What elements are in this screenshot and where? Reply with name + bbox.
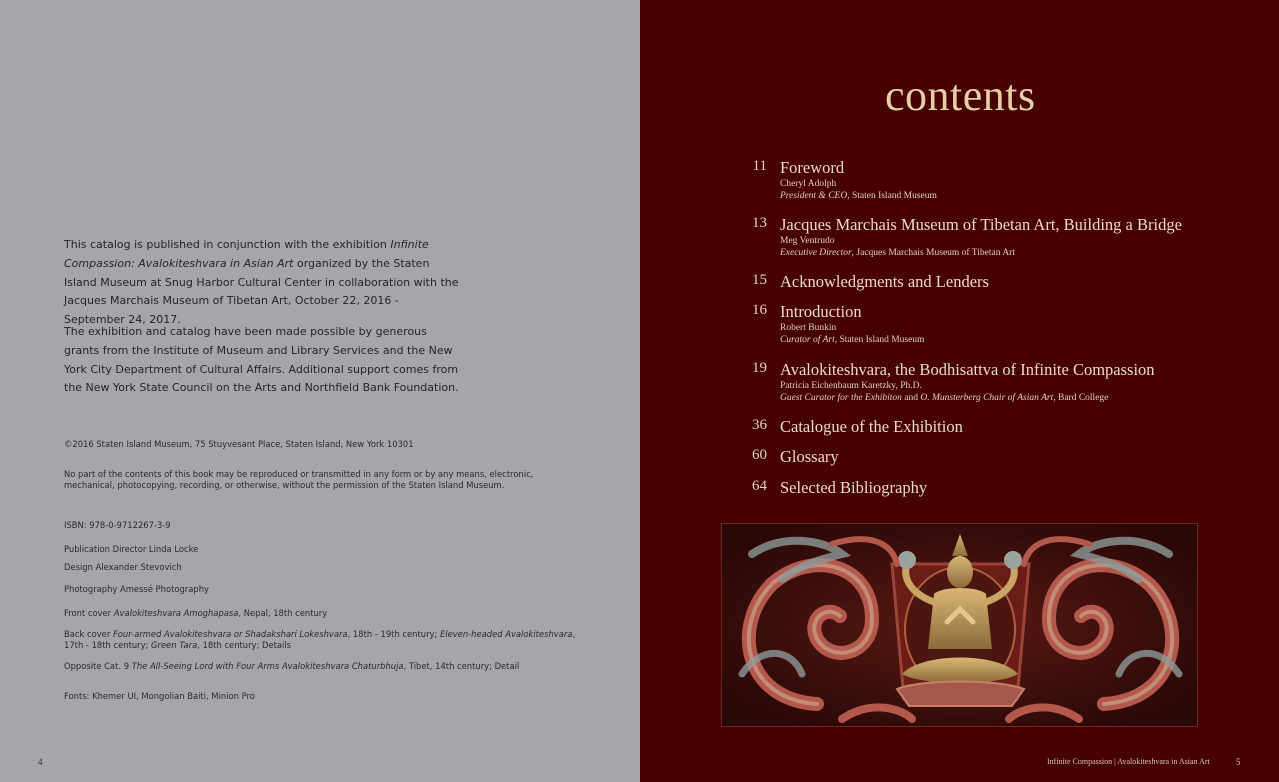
toc-title: Selected Bibliography: [780, 478, 928, 497]
toc-page-number: 15: [752, 272, 767, 288]
back-cover-mid-1: , 18th - 19th century;: [347, 629, 440, 639]
toc-role: [780, 191, 937, 201]
opposite-label: Opposite Cat. 9: [64, 661, 132, 671]
toc-role-title: President & CEO: [780, 191, 848, 201]
toc-title: Jacques Marchais Museum of Tibetan Art, Building a Bridge: [780, 215, 1182, 234]
toc-role-title: Guest Curator for the Exhibiton: [780, 393, 902, 403]
toc-role: [780, 335, 924, 345]
toc-author: Robert Bunkin: [780, 323, 837, 333]
toc-role-org: , Jacques Marchais Museum of Tibetan Art: [851, 248, 1015, 258]
front-cover-rest: , Nepal, 18th century: [238, 608, 328, 618]
opposite-line: [64, 661, 519, 672]
toc-author: Patricia Eichenbaum Karetzky, Ph.D.: [780, 381, 922, 391]
support-paragraph: The exhibition and catalog have been made possible by generous grants from the Institute of Museum and Library Services and the New York City Department of Cultural Affairs. Additional support comes from the New York State Council on the Arts and Northfield Bank Foundation.: [64, 325, 459, 395]
design-line: Design Alexander Stevovich: [64, 562, 182, 572]
toc-title: Avalokiteshvara, the Bodhisattva of Infinite Compassion: [780, 360, 1155, 379]
front-cover-line: [64, 608, 327, 619]
toc-role-title-2: O. Munsterberg Chair of Asian Art: [920, 393, 1054, 403]
back-cover-line-2: [64, 640, 291, 651]
publication-director-line: Publication Director Linda Locke: [64, 544, 199, 554]
toc-role: [780, 393, 1108, 403]
toc-title: Foreword: [780, 158, 845, 177]
back-cover-line-1: [64, 629, 575, 640]
toc-title: Glossary: [780, 447, 839, 466]
toc-title: Introduction: [780, 302, 862, 321]
toc-role-title: Curator of Art: [780, 335, 835, 345]
back-cover-mid-2: ,: [572, 629, 576, 639]
back-cover-title-1: Four-armed Avalokiteshvara or Shadakshari Lokeshvara: [112, 629, 348, 639]
carved-panel-image: [721, 523, 1198, 727]
rights-line-2: mechanical, photocopying, recording, or otherwise, without the permission of the Staten Island Museum.: [64, 480, 505, 490]
back-cover-title-3: Green Tara: [151, 640, 198, 650]
opposite-rest: , Tibet, 14th century; Detail: [403, 661, 520, 671]
front-cover-label: Front cover: [64, 608, 114, 618]
contents-title: contents: [885, 71, 1036, 120]
intro-suffix: organized by the Staten Island Museum at Snug Harbor Cultural Center in collaboration with the Jacques Marchais Museum of Tibetan Art, October 22, 2016 - September 24, 2017.: [64, 256, 459, 327]
intro-prefix: This catalog is published in conjunction with the exhibition: [64, 238, 391, 251]
back-cover-line2-start: 17th - 18th century;: [64, 640, 152, 650]
rights-line-1: No part of the contents of this book may be reproduced or transmitted in any form or by any means, electronic,: [64, 469, 534, 479]
toc-role-org: , Bard College: [1053, 393, 1109, 403]
intro-paragraph: [64, 236, 459, 330]
right-page-number: 5: [1236, 757, 1241, 767]
photography-line: Photography Amessé Photography: [64, 584, 209, 594]
toc-author: Meg Ventrudo: [780, 236, 835, 246]
isbn-line: ISBN: 978-0-9712267-3-9: [64, 520, 171, 530]
toc-role-mid: and: [901, 393, 921, 403]
toc-role-title: Executive Director: [780, 248, 852, 258]
fonts-line: Fonts: Khemer UI, Mongolian Baiti, Minion Pro: [64, 691, 255, 701]
copyright-line: ©2016 Staten Island Museum, 75 Stuyvesant Place, Staten Island, New York 10301: [64, 439, 414, 449]
running-footer: Infinite Compassion | Avalokiteshvara in Asian Art: [1047, 757, 1210, 766]
left-page-number: 4: [38, 757, 43, 767]
toc-page-number: 60: [752, 447, 767, 463]
back-cover-title-2: Eleven-headed Avalokiteshvara: [439, 629, 573, 639]
toc-page-number: 13: [752, 215, 767, 231]
back-cover-line2-end: , 18th century; Details: [197, 640, 292, 650]
toc-page-number: 19: [752, 360, 767, 376]
toc-role: [780, 248, 1015, 258]
toc-title: Acknowledgments and Lenders: [780, 272, 989, 291]
toc-title: Catalogue of the Exhibition: [780, 417, 963, 436]
back-cover-label: Back cover: [64, 629, 113, 639]
toc-role-org: , Staten Island Museum: [847, 191, 937, 201]
exhibition-title: Infinite Compassion: Avalokiteshvara in Asian Art: [64, 238, 429, 270]
toc-role-org: , Staten Island Museum: [834, 335, 925, 345]
front-cover-title: Avalokiteshvara Amoghapasa: [113, 608, 239, 618]
toc-page-number: 16: [752, 302, 767, 318]
toc-page-number: 36: [752, 417, 767, 433]
toc-page-number: 64: [752, 478, 767, 494]
toc-page-number: 11: [752, 158, 767, 174]
right-page: [640, 0, 1279, 782]
opposite-title: The All-Seeing Lord with Four Arms Avalokiteshvara Chaturbhuja: [131, 661, 404, 671]
toc-author: Cheryl Adolph: [780, 179, 837, 189]
